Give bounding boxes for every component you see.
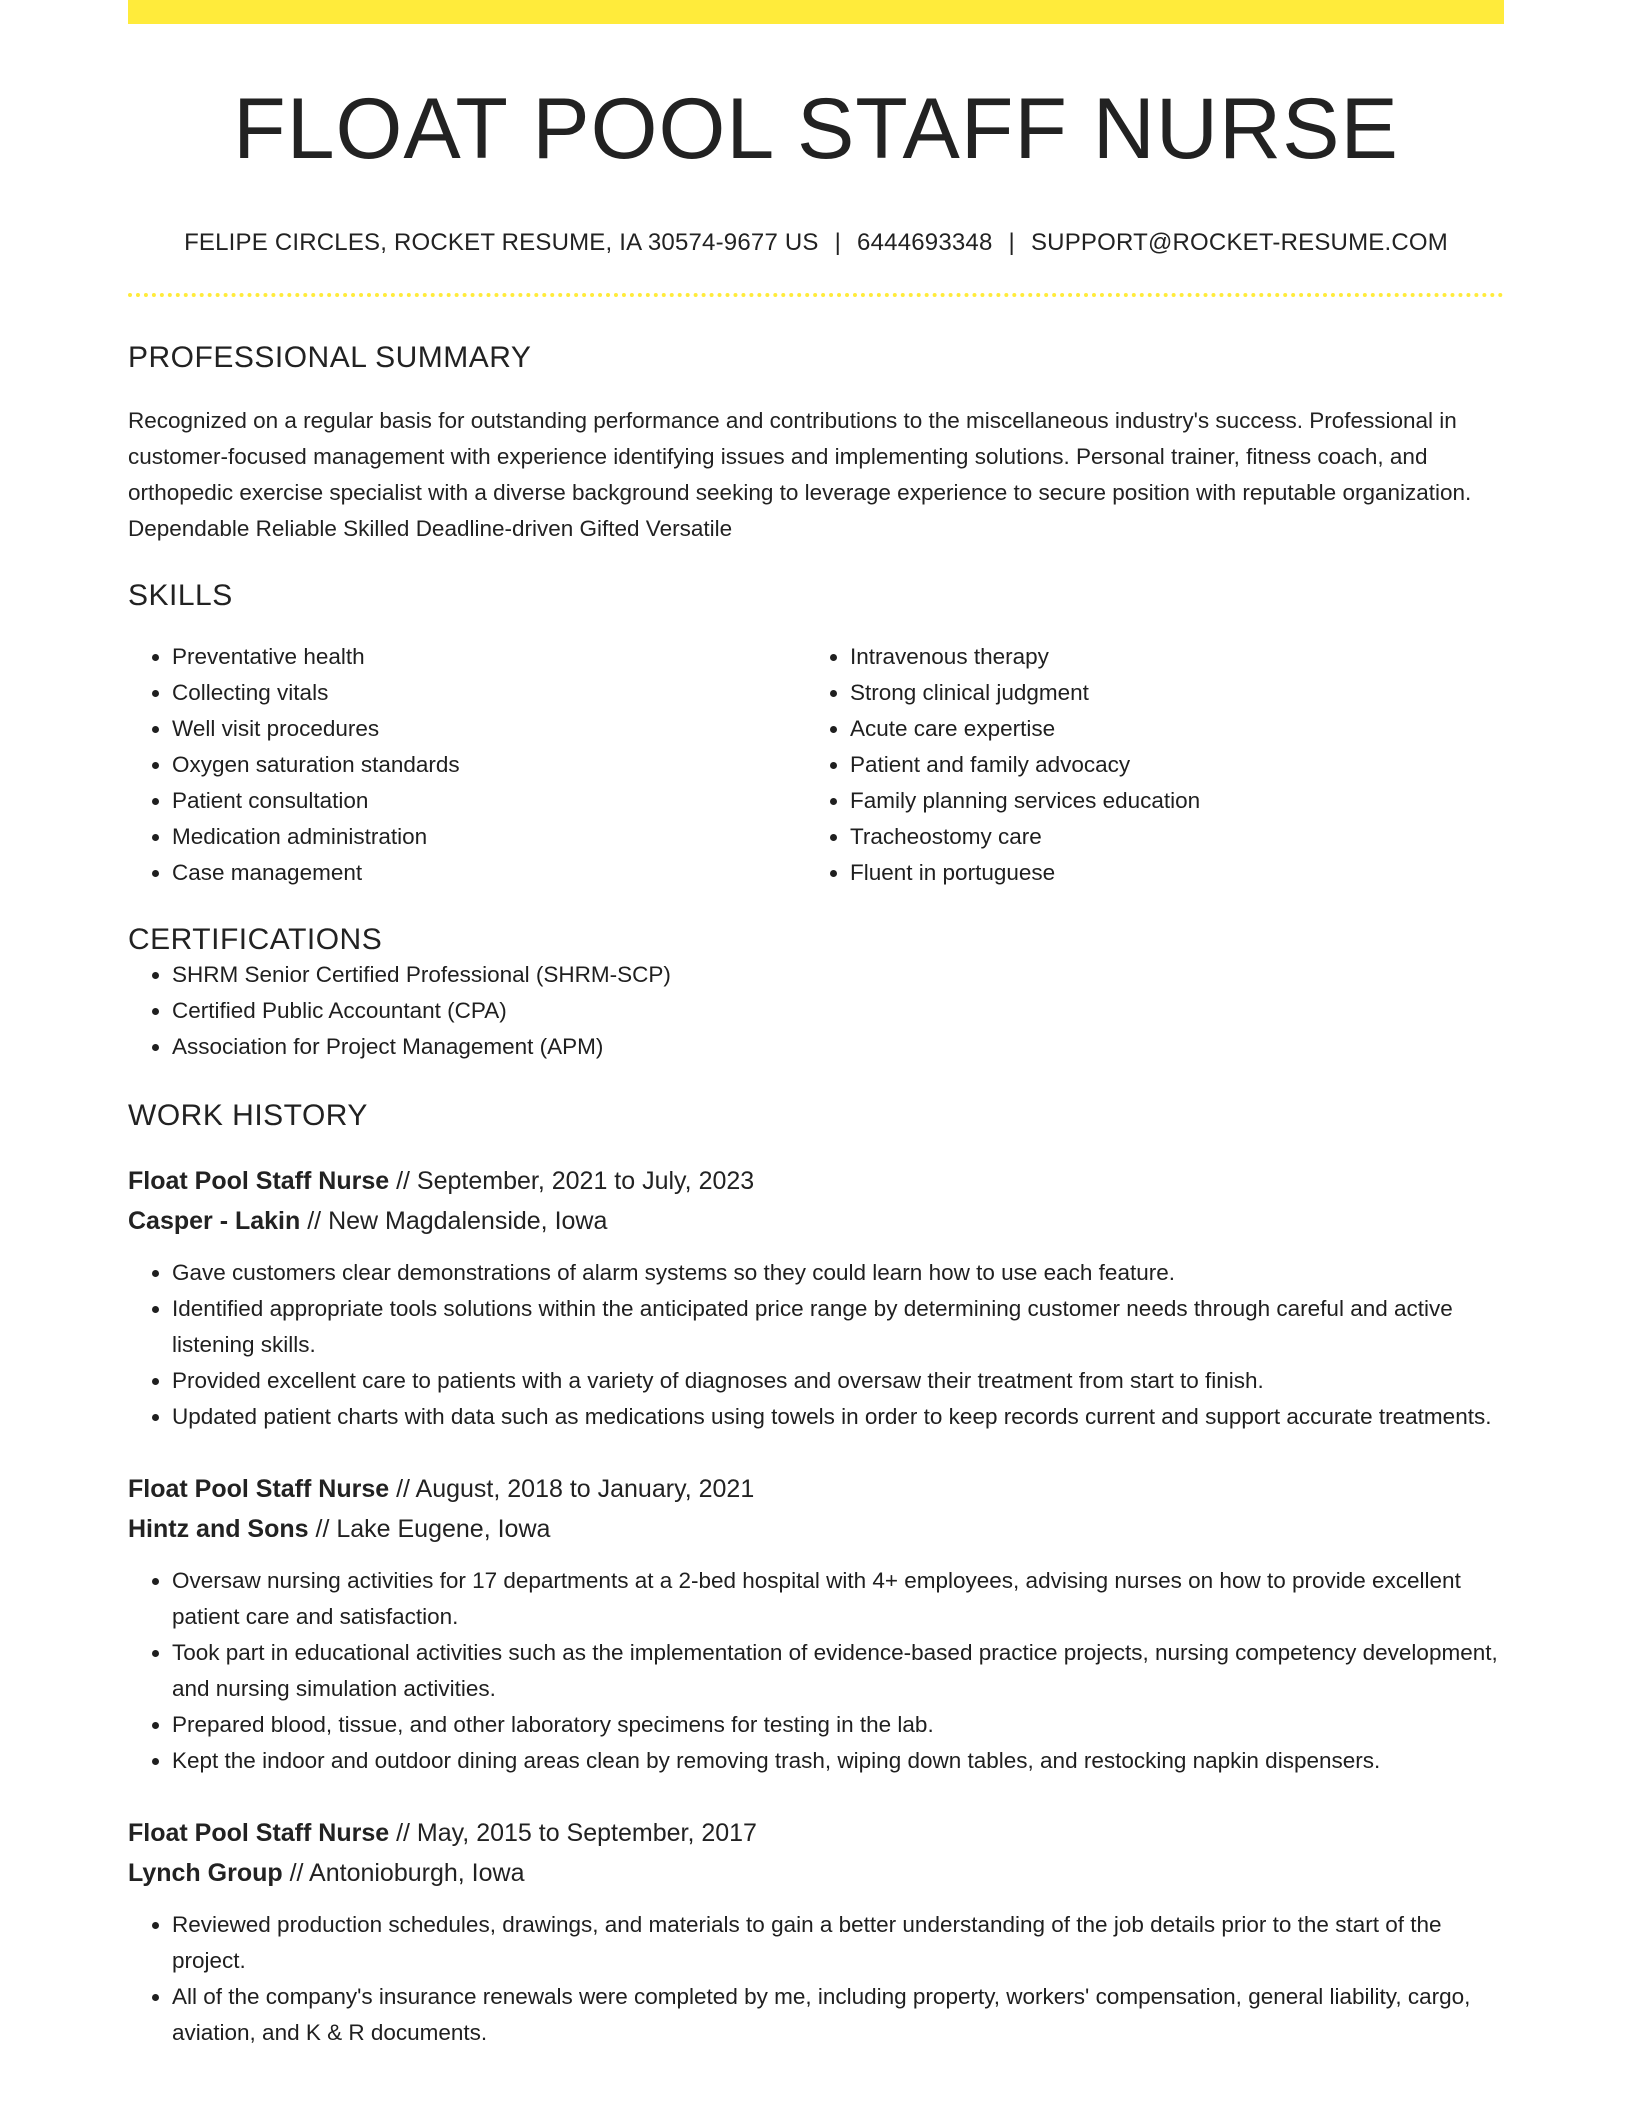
job-bullet: • Provided excellent care to patients with a variety of diagnoses and oversaw their treatment from start to finish. [172, 1363, 1504, 1399]
job-bullet: • Reviewed production schedules, drawings, and materials to gain a better understanding of the job details prior to the start of the project. [172, 1907, 1504, 1979]
skill-item: • Oxygen saturation standards [172, 747, 806, 783]
skill-item: • Collecting vitals [172, 675, 806, 711]
job-title-line [128, 1469, 1504, 1509]
skills-grid [128, 639, 1504, 891]
job-company: Casper - Lakin [128, 1206, 301, 1235]
skills-list-left [128, 639, 806, 891]
contact-address: FELIPE CIRCLES, ROCKET RESUME, IA 30574-9677 US [184, 228, 819, 256]
contact-line [128, 229, 1504, 257]
skills-list-right [806, 639, 1484, 891]
job-dates: // August, 2018 to January, 2021 [389, 1474, 755, 1503]
summary-text: Recognized on a regular basis for outstanding performance and contributions to the miscellaneous industry's success. Professional in customer-focused management with experience identifying issues and implementing solutions. Personal trainer, fitness coach, and orthopedic exercise specialist with a diverse background seeking to leverage experience to secure position with reputable organization. Dependable Reliable Skilled Deadline-driven Gifted Versatile [128, 407, 1472, 541]
skill-item: • Well visit procedures [172, 711, 806, 747]
contact-separator: | [834, 228, 842, 256]
certifications-heading: CERTIFICATIONS [128, 922, 383, 956]
job-title: Float Pool Staff Nurse [128, 1166, 390, 1195]
job-dates: // September, 2021 to July, 2023 [389, 1166, 755, 1195]
job-company-line [128, 1201, 1504, 1241]
skill-item: • Case management [172, 855, 806, 891]
skill-item: • Fluent in portuguese [850, 855, 1484, 891]
header-divider [128, 293, 1504, 297]
resume-page [128, 0, 1504, 2051]
job-company-line [128, 1853, 1504, 1893]
skill-item: • Tracheostomy care [850, 819, 1484, 855]
job-title-line [128, 1161, 1504, 1201]
certification-item: • Certified Public Accountant (CPA) [172, 993, 1504, 1029]
job-dates: // May, 2015 to September, 2017 [389, 1818, 757, 1847]
skill-item: • Medication administration [172, 819, 806, 855]
work-history-heading: WORK HISTORY [128, 1098, 368, 1132]
job-entry [128, 1813, 1504, 2051]
skill-item: • Patient consultation [172, 783, 806, 819]
skills-heading: SKILLS [128, 578, 233, 612]
job-title-line [128, 1813, 1504, 1853]
skill-item: • Intravenous therapy [850, 639, 1484, 675]
skill-item: • Family planning services education [850, 783, 1484, 819]
skill-item: • Preventative health [172, 639, 806, 675]
summary-heading: PROFESSIONAL SUMMARY [128, 340, 532, 374]
job-location: // Lake Eugene, Iowa [308, 1514, 551, 1543]
job-bullet: • Prepared blood, tissue, and other laboratory specimens for testing in the lab. [172, 1707, 1504, 1743]
job-company: Hintz and Sons [128, 1514, 309, 1543]
certifications-list [128, 957, 1504, 1065]
job-bullet: • Updated patient charts with data such as medications using towels in order to keep records current and support accurate treatments. [172, 1399, 1504, 1435]
certification-item: • Association for Project Management (APM) [172, 1029, 1504, 1065]
contact-separator: | [1008, 228, 1015, 256]
job-location: // New Magdalenside, Iowa [300, 1206, 608, 1235]
job-location: // Antonioburgh, Iowa [282, 1858, 525, 1887]
job-bullet: • All of the company's insurance renewals were completed by me, including property, workers' compensation, general liability, cargo, aviation, and K & R documents. [172, 1979, 1504, 2051]
job-title: Float Pool Staff Nurse [128, 1474, 390, 1503]
job-bullet: • Kept the indoor and outdoor dining areas clean by removing trash, wiping down tables, and restocking napkin dispensers. [172, 1743, 1504, 1779]
skill-item: • Patient and family advocacy [850, 747, 1484, 783]
job-company: Lynch Group [128, 1858, 283, 1887]
skill-item: • Acute care expertise [850, 711, 1484, 747]
job-bullet: • Gave customers clear demonstrations of alarm systems so they could learn how to use each feature. [172, 1255, 1504, 1291]
job-bullet: • Identified appropriate tools solutions within the anticipated price range by determining customer needs through careful and active listening skills. [172, 1291, 1504, 1363]
resume-title: FLOAT POOL STAFF NURSE [233, 81, 1399, 177]
job-entry [128, 1161, 1504, 1435]
job-bullet: • Took part in educational activities such as the implementation of evidence-based practice projects, nursing competency development, and nursing simulation activities. [172, 1635, 1504, 1707]
top-accent-bar [128, 0, 1504, 24]
certification-item: • SHRM Senior Certified Professional (SHRM-SCP) [172, 957, 1504, 993]
job-bullets [128, 1255, 1504, 1435]
job-bullet: • Oversaw nursing activities for 17 departments at a 2-bed hospital with 4+ employees, advising nurses on how to provide excellent patient care and satisfaction. [172, 1563, 1504, 1635]
job-bullets [128, 1563, 1504, 1779]
contact-email: SUPPORT@ROCKET-RESUME.COM [1030, 228, 1448, 256]
work-history-list [128, 1161, 1504, 2051]
job-company-line [128, 1509, 1504, 1549]
skill-item: • Strong clinical judgment [850, 675, 1484, 711]
job-title: Float Pool Staff Nurse [128, 1818, 390, 1847]
job-bullets [128, 1907, 1504, 2051]
contact-phone: 6444693348 [857, 228, 993, 256]
job-entry [128, 1469, 1504, 1779]
